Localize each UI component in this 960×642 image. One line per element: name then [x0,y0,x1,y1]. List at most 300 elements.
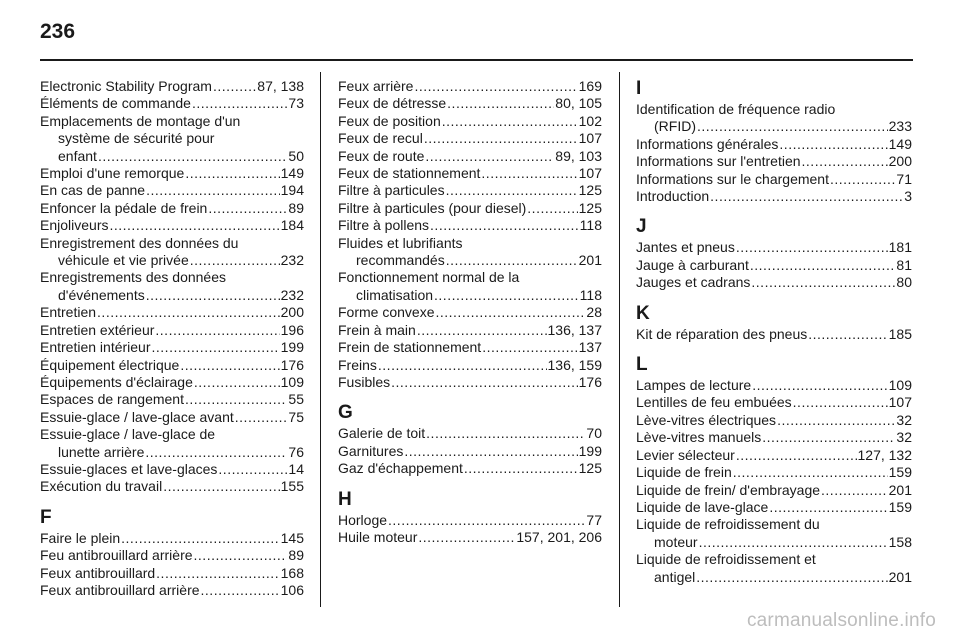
dot-leader [194,374,280,391]
index-entry [40,217,304,234]
index-entry-line [338,148,602,165]
index-entry [636,394,912,411]
dot-leader [434,287,579,304]
dot-leader [425,148,554,165]
index-entry-line [40,339,304,356]
page-reference: 107 [578,165,602,182]
index-entry-continuation [40,444,304,461]
page-reference: 200 [280,304,304,321]
index-term: Lentilles de feu embuées [636,394,792,411]
index-entry [636,551,912,586]
index-term: Fluides et lubrifiants [338,234,463,251]
index-entry [40,165,304,182]
index-entry [338,182,602,199]
index-term: Freins [338,356,377,373]
index-term: Fonctionnement normal de la [338,269,520,286]
index-entry-line [636,136,912,153]
dot-leader [218,461,287,478]
index-entry-line [40,165,304,182]
index-entry [338,322,602,339]
page-reference: 73 [288,95,304,112]
index-term: Essuie-glace / lave-glace avant [40,408,234,425]
index-term: climatisation [356,286,434,303]
index-term: Exécution du travail [40,478,163,495]
index-entry-line [40,322,304,339]
index-entry [338,113,602,130]
index-entry [40,547,304,564]
index-entry [338,269,602,304]
index-entry-line [40,530,304,547]
index-term: Feux antibrouillard arrière [40,581,200,598]
index-term: Garnitures [338,442,404,459]
index-entry-line [636,239,912,256]
page-reference: 176 [280,356,304,373]
index-term: Feux de détresse [338,95,447,112]
dot-leader [180,357,279,374]
dot-leader [442,113,578,130]
page-reference: 80 [896,274,912,291]
index-term: Feux antibrouillard [40,564,156,581]
page-reference: 200 [888,153,912,170]
index-term: Feu antibrouillard arrière [40,547,193,564]
dot-leader [793,394,888,411]
index-entry [338,460,602,477]
page-reference: 118 [579,217,602,234]
index-term: Jauge à carburant [636,256,749,273]
dot-leader [447,95,554,112]
index-term: En cas de panne [40,182,146,199]
section-letter: L [636,354,648,376]
index-entry-line [338,200,602,217]
index-entry-line [338,113,602,130]
page-reference: 233 [888,118,912,135]
page-reference: 199 [280,339,304,356]
dot-leader [98,148,287,165]
dot-leader [777,412,895,429]
page-reference: 70 [586,425,602,442]
dot-leader [426,425,585,442]
index-term: Gaz d'échappement [338,460,463,477]
dot-leader [446,182,578,199]
index-entry-line [40,409,304,426]
page-reference: 71 [896,170,912,187]
index-entry [636,239,912,256]
dot-leader [145,444,287,461]
index-term: véhicule et vie privée [58,252,189,269]
index-term: recommandés [356,252,445,269]
page-reference: 145 [280,529,304,546]
index-column-1 [40,78,304,599]
page-reference: 32 [896,411,912,428]
page-reference: 184 [280,217,304,234]
index-entry-continuation [338,252,602,269]
index-entry [636,257,912,274]
page-reference: 159 [888,498,912,515]
dot-leader [146,287,280,304]
index-term: d'événements [58,286,145,303]
index-entry [338,357,602,374]
page-reference: 89 [288,199,304,216]
index-entry-line [636,326,912,343]
index-column-3 [636,78,912,586]
page-reference: 80, 105 [555,95,602,112]
index-term: Frein de stationnement [338,339,482,356]
page-reference: 76 [288,443,304,460]
section-letter: K [636,302,650,324]
index-entry-continuation [40,148,304,165]
page-number: 236 [40,20,76,43]
index-entry [338,95,602,112]
dot-leader [109,217,279,234]
section-letter: F [40,506,52,528]
index-entry-line [40,478,304,495]
index-entry [40,530,304,547]
dot-leader [208,200,287,217]
index-term: Entretien extérieur [40,321,155,338]
dot-leader [388,512,585,529]
dot-leader [752,377,887,394]
index-entry-line [40,374,304,391]
index-entry [40,374,304,391]
index-column-2 [338,78,602,546]
index-entry-line [338,304,602,321]
index-entry-continuation [338,287,602,304]
index-term: Entretien [40,304,97,321]
index-entry [40,322,304,339]
page-reference: 196 [280,321,304,338]
dot-leader [235,409,288,426]
index-term: antigel [654,568,696,585]
index-entry-continuation [636,118,912,135]
index-entry-line [636,171,912,188]
page-reference: 75 [288,408,304,425]
dot-leader [750,257,896,274]
index-term: Feux de route [338,147,425,164]
page-reference: 107 [578,130,602,147]
index-entry-continuation [636,569,912,586]
index-entry-line [338,443,602,460]
dot-leader [769,499,887,516]
page-reference: 181 [888,239,912,256]
index-term: Kit de réparation des pneus [636,325,808,342]
index-entry-line [636,447,912,464]
index-entry-line [636,499,912,516]
index-entry-line [338,425,602,442]
column-divider [619,72,620,607]
dot-leader [435,304,585,321]
page-reference: 137 [578,339,602,356]
index-entry [636,136,912,153]
index-term: (RFID) [654,118,696,135]
index-entry-line [636,516,912,533]
index-entry-continuation [40,287,304,304]
page-reference: 3 [904,188,912,205]
watermark: carmanualsonline.info [746,610,936,631]
dot-leader [185,165,279,182]
index-entry-continuation [636,534,912,551]
index-entry-line [338,529,602,546]
index-term: Liquide de lave-glace [636,498,769,515]
page-reference: 194 [280,182,304,199]
index-term: Liquide de refroidissement et [636,551,816,568]
page-reference: 201 [888,481,912,498]
index-term: système de sécurité pour [58,130,215,147]
dot-leader [97,304,280,321]
dot-leader [736,447,857,464]
dot-leader [821,482,888,499]
index-entry [40,304,304,321]
dot-leader [201,582,280,599]
page-reference: 109 [280,373,304,390]
page-reference: 89, 103 [555,147,602,164]
index-entry-line [338,460,602,477]
index-entry [40,391,304,408]
index-entry [338,165,602,182]
page-reference: 158 [888,533,912,550]
page-reference: 50 [288,147,304,164]
index-term: Emplacements de montage d'un [40,112,241,129]
page-reference: 149 [888,135,912,152]
page-reference: 77 [586,511,602,528]
dot-leader [418,529,515,546]
index-entry [636,447,912,464]
index-entry [40,461,304,478]
index-entry [338,78,602,95]
index-term: Electronic Stability Program [40,78,212,94]
page-reference: 149 [280,165,304,182]
index-entry [40,409,304,426]
index-term: Enregistrements des données [40,269,226,286]
page-reference: 89 [288,547,304,564]
dot-leader [762,429,895,446]
index-entry-line [338,269,602,286]
index-entry [636,429,912,446]
index-term: Galerie de toit [338,425,426,442]
index-entry-line [40,391,304,408]
index-term: Informations générales [636,135,779,152]
header-rule [40,59,913,61]
index-entry [636,101,912,136]
dot-leader [808,326,887,343]
page-reference: 136, 137 [547,321,602,338]
page-reference: 81 [896,256,912,273]
index-entry-line [338,182,602,199]
index-entry-line [338,374,602,391]
index-entry-line [338,78,602,95]
index-term: Informations sur le chargement [636,170,829,187]
dot-leader [779,136,887,153]
page-reference: 176 [578,373,602,390]
dot-leader [121,530,279,547]
index-term: Feux de recul [338,130,423,147]
page-reference: 118 [579,286,602,303]
dot-leader [830,171,895,188]
page-reference: 106 [280,581,304,598]
index-entry [636,377,912,394]
page-reference: 232 [280,252,304,269]
index-entry [40,269,304,304]
index-term: Frein à main [338,321,416,338]
page-reference: 155 [280,478,304,495]
index-term: Feux de position [338,112,441,129]
dot-leader [404,443,577,460]
index-entry-line [636,101,912,118]
index-term: Essuie-glaces et lave-glaces [40,460,218,477]
index-entry-line [338,130,602,147]
index-entry [338,443,602,460]
dot-leader [430,217,579,234]
index-entry-line [40,357,304,374]
dot-leader [697,118,888,135]
section-letter: I [636,78,642,99]
page-reference: 136, 159 [547,356,602,373]
index-term: Faire le plein [40,529,121,546]
index-term: Entretien intérieur [40,339,151,356]
page-reference: 185 [888,325,912,342]
index-entry [40,582,304,599]
index-entry [636,499,912,516]
index-entry [338,217,602,234]
index-entry [636,188,912,205]
dot-leader [152,339,280,356]
index-term: Équipement électrique [40,356,180,373]
index-entry [636,274,912,291]
dot-leader [751,274,895,291]
dot-leader [699,534,888,551]
index-entry-line [636,153,912,170]
index-term: Filtre à particules [338,182,445,199]
index-term: Levier sélecteur [636,446,735,463]
index-term: Identification de fréquence radio [636,101,836,117]
index-term: Jantes et pneus [636,239,735,256]
index-term: Filtre à pollens [338,217,430,234]
index-entry [636,153,912,170]
index-entry-line [338,512,602,529]
index-entry [338,374,602,391]
index-entry [40,478,304,495]
index-entry-line [40,269,304,286]
dot-leader [710,188,903,205]
page-reference: 32 [896,429,912,446]
index-term: Enregistrement des données du [40,234,239,251]
index-term: Enfoncer la pédale de frein [40,199,208,216]
index-entry [636,516,912,551]
dot-leader [185,391,287,408]
index-entry-line [636,551,912,568]
page-reference: 201 [888,568,912,585]
index-entry [338,200,602,217]
index-term: Éléments de commande [40,95,191,112]
index-entry [40,95,304,112]
page-reference: 169 [578,78,602,94]
index-entry-line [40,565,304,582]
page-reference: 127, 132 [857,446,912,463]
dot-leader [163,478,279,495]
dot-leader [378,357,547,374]
index-term: Feux arrière [338,78,414,94]
index-entry-line [338,322,602,339]
index-entry-line [40,200,304,217]
dot-leader [481,165,577,182]
index-term: Liquide de refroidissement du [636,516,820,533]
index-entry-line [636,482,912,499]
dot-leader [482,339,577,356]
section-letter: H [338,488,352,510]
index-entry [338,339,602,356]
page-reference: 125 [578,460,602,477]
index-term: Informations sur l'entretien [636,153,801,170]
page-reference: 55 [288,391,304,408]
index-entry-line [338,217,602,234]
index-term: Liquide de frein [636,464,732,481]
index-term: Filtre à particules (pour diesel) [338,199,527,216]
index-entry [636,482,912,499]
dot-leader [736,239,888,256]
index-entry-line [636,394,912,411]
page-reference: 14 [288,460,304,477]
index-entry [40,200,304,217]
index-entry-line [338,235,602,252]
dot-leader [156,565,279,582]
dot-leader [190,252,280,269]
dot-leader [733,464,888,481]
index-entry-line [40,235,304,252]
index-entry-line [636,377,912,394]
page-reference: 109 [888,377,912,394]
index-entry-line [636,274,912,291]
index-term: lunette arrière [58,443,145,460]
dot-leader [391,374,578,391]
index-entry [40,565,304,582]
index-entry [338,425,602,442]
dot-leader [192,95,287,112]
index-entry-line [40,426,304,443]
index-entry-line [40,582,304,599]
page-reference: 28 [586,304,602,321]
index-entry-line [636,412,912,429]
index-entry-line [40,95,304,112]
dot-leader [446,252,578,269]
index-term: Lève-vitres manuels [636,429,762,446]
page-reference: 199 [578,442,602,459]
page-reference: 87, 138 [257,78,304,94]
page-reference: 102 [578,112,602,129]
dot-leader [146,182,280,199]
index-entry-continuation [40,252,304,269]
index-term: Forme convexe [338,304,435,321]
index-entry [40,235,304,270]
index-entry-line [40,217,304,234]
index-entry [40,78,304,95]
dot-leader [414,78,577,95]
dot-leader [464,460,578,477]
index-entry-line [40,182,304,199]
dot-leader [527,200,577,217]
page-reference: 168 [280,564,304,581]
index-term: Huile moteur [338,528,418,545]
section-letter: G [338,402,353,424]
index-entry-line [40,547,304,564]
index-entry [338,512,602,529]
index-entry-line [636,257,912,274]
index-entry [40,182,304,199]
index-term: Essuie-glace / lave-glace de [40,426,216,443]
index-term: Lève-vitres électriques [636,411,777,428]
index-term: Lampes de lecture [636,377,752,394]
index-entry [636,412,912,429]
index-entry [40,113,304,165]
dot-leader [424,130,578,147]
